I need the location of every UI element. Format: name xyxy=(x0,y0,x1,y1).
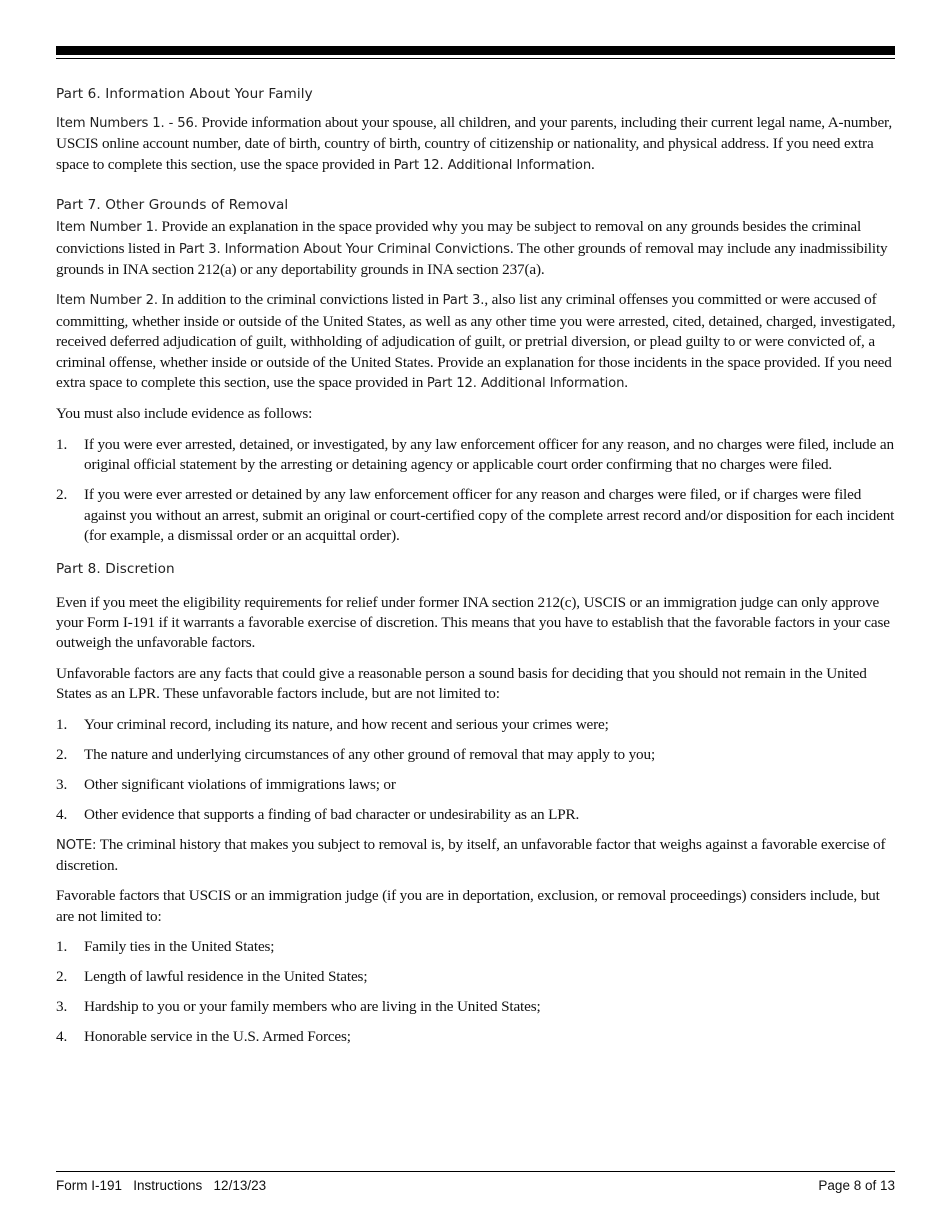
part6-ref: Part 12. Additional Information xyxy=(393,157,592,173)
list-item-text: If you were ever arrested, detained, or investigated, by any law enforcement officer for any reason, and no charges were filed, include an original official statement by the arresting or detaining agency or applicable court order confirming that no charges were filed. xyxy=(84,435,894,474)
part6-paragraph xyxy=(56,113,898,176)
list-item-number: 1. xyxy=(56,715,68,733)
list-item-text: Honorable service in the U.S. Armed Forces; xyxy=(84,1028,351,1046)
list-item-number: 2. xyxy=(56,968,68,986)
part8-note xyxy=(56,835,898,877)
list-item xyxy=(56,937,898,957)
part8-heading: Part 8. Discretion xyxy=(56,560,175,577)
footer-page-number: Page 8 of 13 xyxy=(818,1178,895,1193)
list-item-number: 2. xyxy=(56,745,68,763)
list-item xyxy=(56,745,898,765)
note-text: The criminal history that makes you subject to removal is, by itself, an unfavorable factor that weighs against a favorable exercise of discretion. xyxy=(56,835,886,874)
page-content xyxy=(56,84,898,1057)
part6-text-1: Provide information about your spouse, all children, and your parents, including their current legal name, A-number, USCIS online account number, date of birth, country of birth, country of citizenship or nationality, and physical address. If you need extra space to complete this section, use the space provided in xyxy=(56,114,892,173)
list-item-text: If you were ever arrested or detained by any law enforcement officer for any reason and charges were filed, or if charges were filed against you without an arrest, submit an original or court-certified copy of the complete arrest record and/or disposition for each incident (for example, a dismissal order or an acquittal order). xyxy=(84,486,895,545)
list-item-number: 4. xyxy=(56,1028,68,1046)
list-item xyxy=(56,775,898,795)
part7-item2-label: Item Number 2. xyxy=(56,293,158,309)
part7-item1-paragraph xyxy=(56,217,898,280)
list-item-text: Family ties in the United States; xyxy=(84,938,275,956)
list-item-text: The nature and underlying circumstances of any other ground of removal that may apply to you; xyxy=(84,745,656,763)
part6-item-label: Item Numbers 1. - 56. xyxy=(56,116,198,131)
list-item xyxy=(56,715,898,735)
part7-item1-text-2: . The other grounds of removal may include any inadmissibility grounds in INA section 212(a) or any deportability grounds in INA section 237(a). xyxy=(56,239,888,279)
part8-paragraph-2: Unfavorable factors are any facts that could give a reasonable person a sound basis for deciding that you should not remain in the United States as an LPR. These unfavorable factors include, but are not limited to: xyxy=(56,664,867,703)
list-item-number: 2. xyxy=(56,486,68,504)
list-item-text: Other significant violations of immigrations laws; or xyxy=(84,775,396,793)
list-item-text: Length of lawful residence in the United States; xyxy=(84,968,368,986)
list-item xyxy=(56,435,898,476)
list-item xyxy=(56,805,898,825)
part7-item1-label: Item Number 1. xyxy=(56,220,158,236)
part8-paragraph-1: Even if you meet the eligibility requirements for relief under former INA section 212(c), USCIS or an immigration judge can only approve your Form I-191 if it warrants a favorable exercise of discretion. This means that you have to establish that the favorable factors in your case outweigh the unfavorable factors. xyxy=(56,593,890,652)
part6-heading: Part 6. Information About Your Family xyxy=(56,86,313,102)
header-rule-thick xyxy=(56,46,895,55)
footer-rule xyxy=(56,1171,895,1172)
header-rule-thin xyxy=(56,58,895,59)
list-item-text: Hardship to you or your family members who are living in the United States; xyxy=(84,998,541,1016)
part8-unfavorable-list xyxy=(56,715,898,825)
part7-evidence-intro: You must also include evidence as follows: xyxy=(56,405,313,423)
part8-paragraph-3: Favorable factors that USCIS or an immigration judge (if you are in deportation, exclusion, or removal proceedings) considers include, but are not limited to: xyxy=(56,887,880,925)
list-item-number: 3. xyxy=(56,998,68,1016)
footer-form-info: Form I-191 Instructions 12/13/23 xyxy=(56,1178,267,1193)
list-item xyxy=(56,997,898,1017)
list-item-number: 3. xyxy=(56,775,68,793)
part8-favorable-list xyxy=(56,937,898,1047)
note-label: NOTE: xyxy=(56,837,97,853)
part6-text-2: . xyxy=(591,155,595,173)
list-item xyxy=(56,1027,898,1047)
part7-item2-text-1: In addition to the criminal convictions listed in xyxy=(157,291,443,309)
part7-item1-text-1: Provide an explanation in the space provided why you may be subject to removal on any grounds besides the criminal convictions listed in xyxy=(56,218,862,257)
list-item-number: 4. xyxy=(56,805,68,823)
part7-item2-text-3: . xyxy=(624,374,628,392)
part7-item1-ref: Part 3. Information About Your Criminal Convictions xyxy=(178,241,510,257)
list-item-number: 1. xyxy=(56,938,68,956)
list-item-number: 1. xyxy=(56,435,68,453)
list-item xyxy=(56,967,898,987)
list-item-text: Other evidence that supports a finding of bad character or undesirability as an LPR. xyxy=(84,805,580,823)
part7-item2-ref2: Part 12. Additional Information xyxy=(426,376,625,392)
part7-item2-paragraph xyxy=(56,290,898,394)
part7-heading: Part 7. Other Grounds of Removal xyxy=(56,197,289,214)
list-item-text: Your criminal record, including its nature, and how recent and serious your crimes were; xyxy=(84,715,609,733)
list-item xyxy=(56,485,898,546)
part7-item2-ref1: Part 3. xyxy=(442,293,485,309)
part7-evidence-list xyxy=(56,435,898,547)
part7-item2-text-2: , also list any criminal offenses you committed or were accused of committing, whether inside or outside of the United States, as well as any other time you were arrested, cited, detained, charged, investigated, received deferred adjudication of guilt, withholding of adjudication of guilt, or pretrial diversion, or plead guilty to or were convicted of, a criminal offense, whether inside or outside of the United States. Provide an explanation for those incidents in the space provided. If you need extra space to complete this section, use the space provided in xyxy=(56,291,896,392)
